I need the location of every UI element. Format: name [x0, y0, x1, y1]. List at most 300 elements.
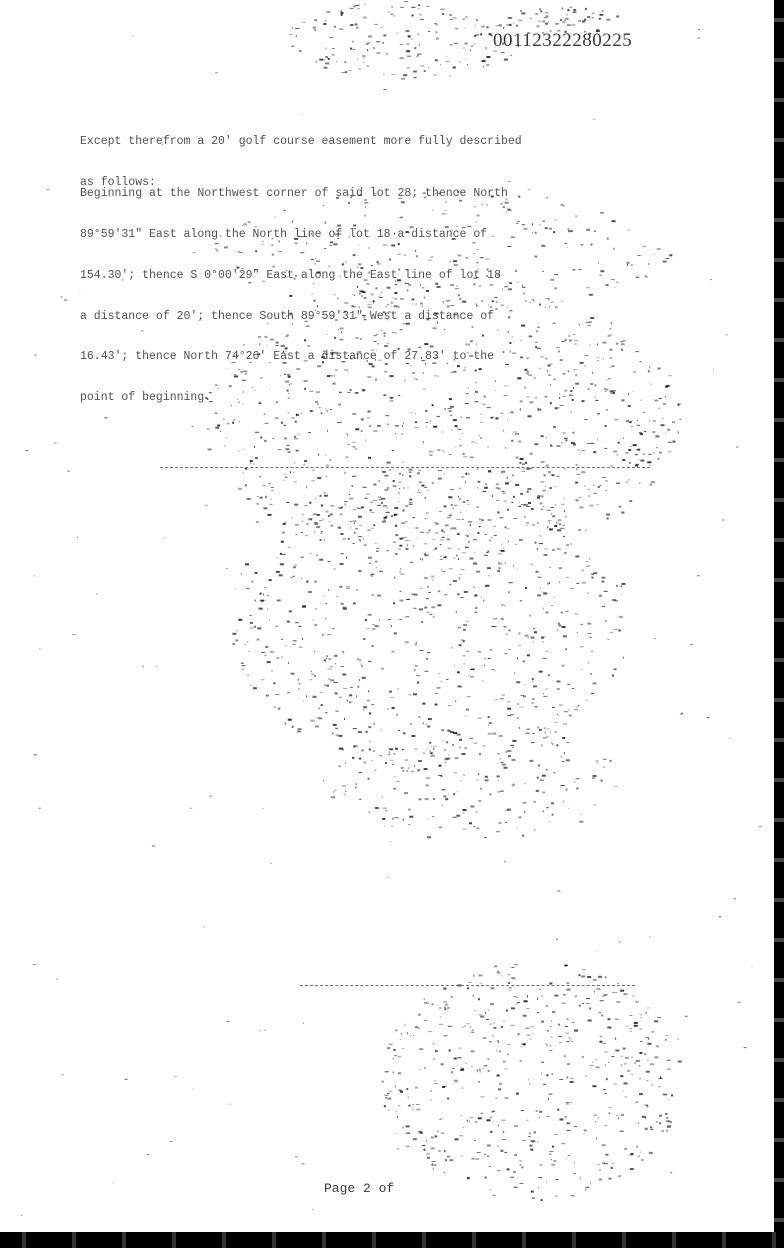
- speckle-dot: [408, 35, 411, 37]
- speckle-dot: [393, 1072, 394, 1074]
- speckle-dot: [520, 458, 524, 460]
- speckle-dot: [539, 989, 541, 990]
- speckle-dot: [526, 733, 530, 734]
- speckle-dot: [440, 559, 443, 560]
- speckle-dot: [444, 531, 445, 533]
- speckle-dot: [474, 552, 475, 554]
- speckle-dot: [382, 797, 383, 798]
- speckle-dot: [517, 569, 518, 570]
- speckle-dot: [347, 434, 348, 436]
- speckle-dot: [366, 731, 368, 733]
- speckle-dot: [609, 1178, 612, 1180]
- speckle-dot: [382, 818, 385, 820]
- speckle-dot: [263, 485, 266, 486]
- speckle-dot: [655, 435, 659, 437]
- speckle-dot: [416, 56, 419, 57]
- speckle-dot: [453, 793, 455, 795]
- speckle-dot: [479, 1014, 482, 1015]
- speckle-dot: [580, 646, 584, 647]
- speckle-dot: [399, 619, 401, 620]
- speckle-dot: [439, 827, 442, 828]
- speckle-dot: [537, 1142, 539, 1143]
- speckle-dot: [525, 462, 527, 464]
- speckle-dot: [369, 749, 371, 751]
- speckle-dot: [433, 539, 435, 540]
- speckle-dot: [269, 619, 270, 620]
- legal-line: Beginning at the Northwest corner of said lot 28; thence North: [80, 187, 508, 201]
- speckle-dot: [645, 1128, 648, 1130]
- speckle-dot: [287, 621, 290, 623]
- speckle-dot: [342, 674, 346, 676]
- speckle-dot: [263, 594, 264, 596]
- speckle-dot: [414, 765, 415, 767]
- speckle-dot: [442, 805, 443, 806]
- speckle-dot: [463, 809, 467, 811]
- speckle-dot: [485, 1176, 487, 1178]
- speckle-dot: [532, 698, 535, 700]
- speckle-dot: [271, 487, 274, 488]
- speckle-dot: [353, 49, 356, 50]
- speckle-dot: [461, 569, 465, 570]
- speckle-dot: [371, 528, 374, 529]
- speckle-dot: [488, 1010, 489, 1011]
- speckle-dot: [734, 898, 736, 899]
- speckle-dot: [204, 926, 205, 927]
- speckle-dot: [580, 814, 581, 815]
- speckle-dot: [550, 520, 551, 521]
- speckle-dot: [359, 679, 360, 681]
- speckle-dot: [345, 504, 346, 506]
- speckle-dot: [604, 591, 608, 592]
- speckle-dot: [697, 38, 700, 39]
- speckle-dot: [229, 1104, 230, 1105]
- speckle-dot: [21, 1215, 22, 1216]
- speckle-dot: [525, 684, 526, 685]
- speckle-dot: [247, 675, 249, 676]
- speckle-dot: [546, 1181, 547, 1183]
- speckle-dot: [350, 521, 353, 522]
- speckle-dot: [490, 1131, 492, 1133]
- speckle-dot: [542, 775, 546, 777]
- speckle-dot: [490, 1003, 494, 1005]
- speckle-dot: [618, 1117, 619, 1119]
- speckle-dot: [302, 1163, 305, 1164]
- speckle-dot: [215, 72, 218, 73]
- speckle-dot: [546, 1005, 548, 1006]
- speckle-dot: [369, 712, 371, 714]
- speckle-dot: [463, 829, 467, 830]
- speckle-dot: [471, 1032, 474, 1033]
- speckle-dot: [265, 646, 268, 648]
- speckle-dot: [606, 514, 610, 516]
- speckle-dot: [438, 590, 440, 592]
- speckle-dot: [513, 1171, 516, 1173]
- speckle-dot: [561, 785, 565, 786]
- speckle-dot: [462, 552, 466, 553]
- speckle-dot: [528, 637, 529, 638]
- speckle-dot: [439, 1024, 443, 1025]
- speckle-dot: [457, 791, 458, 792]
- speckle-dot: [356, 27, 358, 29]
- speckle-dot: [574, 613, 578, 614]
- speckle-dot: [496, 500, 499, 501]
- speckle-dot: [559, 581, 560, 583]
- speckle-dot: [224, 445, 225, 447]
- speckle-dot: [390, 697, 394, 698]
- speckle-dot: [531, 1140, 535, 1142]
- speckle-dot: [622, 459, 625, 461]
- speckle-dot: [399, 488, 400, 489]
- speckle-dot: [497, 1075, 500, 1077]
- speckle-dot: [341, 10, 342, 12]
- speckle-dot: [448, 754, 449, 755]
- speckle-dot: [626, 1026, 628, 1027]
- speckle-dot: [485, 585, 489, 587]
- speckle-dot: [498, 780, 499, 781]
- speckle-dot: [431, 576, 434, 578]
- speckle-dot: [468, 521, 472, 522]
- speckle-dot: [413, 1138, 417, 1140]
- speckle-dot: [485, 776, 488, 778]
- speckle-dot: [576, 499, 579, 501]
- speckle-dot: [519, 1161, 522, 1162]
- speckle-dot: [296, 35, 297, 37]
- speckle-dot: [529, 1145, 532, 1147]
- speckle-dot: [411, 38, 412, 39]
- speckle-dot: [571, 1078, 574, 1079]
- speckle-dot: [566, 1122, 570, 1124]
- speckle-dot: [394, 1049, 396, 1051]
- speckle-dot: [298, 626, 301, 627]
- speckle-dot: [566, 1158, 567, 1159]
- speckle-dot: [486, 1019, 489, 1020]
- speckle-dot: [445, 524, 449, 526]
- speckle-dot: [454, 1058, 457, 1060]
- speckle-dot: [440, 544, 442, 545]
- speckle-dot: [497, 1170, 501, 1171]
- speckle-dot: [615, 786, 617, 787]
- speckle-dot: [561, 442, 563, 443]
- speckle-dot: [311, 720, 315, 722]
- speckle-dot: [522, 835, 524, 837]
- speckle-dot: [453, 732, 457, 734]
- speckle-dot: [488, 733, 492, 735]
- speckle-dot: [384, 475, 388, 477]
- speckle-dot: [446, 679, 448, 680]
- speckle-dot: [487, 26, 489, 28]
- speckle-dot: [561, 612, 563, 614]
- speckle-dot: [499, 735, 503, 737]
- speckle-dot: [677, 1039, 679, 1040]
- speckle-dot: [403, 461, 404, 463]
- speckle-dot: [420, 19, 424, 20]
- speckle-dot: [174, 1076, 177, 1077]
- speckle-dot: [466, 473, 467, 474]
- speckle-dot: [317, 717, 318, 718]
- speckle-dot: [433, 746, 436, 747]
- speckle-dot: [434, 1083, 438, 1084]
- speckle-dot: [409, 816, 413, 818]
- legal-line: 89°59'31" East along the North line of lot 18 a distance of: [80, 227, 488, 241]
- speckle-dot: [358, 49, 359, 50]
- speckle-dot: [408, 809, 410, 811]
- speckle-dot: [460, 512, 462, 513]
- speckle-dot: [424, 70, 426, 72]
- speckle-dot: [390, 14, 393, 15]
- speckle-dot: [39, 649, 40, 650]
- speckle-dot: [571, 1195, 575, 1196]
- speckle-dot: [478, 532, 480, 534]
- speckle-dot: [500, 698, 504, 699]
- speckle-dot: [317, 554, 318, 556]
- speckle-dot: [518, 1033, 520, 1035]
- speckle-dot: [345, 457, 348, 458]
- speckle-dot: [255, 600, 256, 602]
- speckle-dot: [372, 624, 375, 625]
- speckle-dot: [424, 607, 427, 609]
- speckle-dot: [315, 29, 316, 31]
- speckle-dot: [353, 746, 355, 748]
- speckle-dot: [251, 581, 253, 583]
- speckle-dot: [624, 1082, 628, 1084]
- speckle-dot: [579, 974, 581, 976]
- speckle-dot: [640, 1028, 642, 1029]
- speckle-dot: [384, 825, 385, 826]
- speckle-dot: [426, 612, 430, 613]
- speckle-dot: [533, 733, 535, 734]
- speckle-dot: [488, 575, 490, 576]
- speckle-dot: [592, 778, 595, 779]
- speckle-dot: [536, 571, 539, 573]
- speckle-dot: [358, 658, 359, 660]
- speckle-dot: [599, 1169, 601, 1170]
- speckle-dot: [608, 1018, 611, 1020]
- speckle-dot: [345, 791, 346, 792]
- speckle-dot: [552, 814, 554, 816]
- speckle-dot: [327, 655, 328, 657]
- speckle-dot: [354, 522, 355, 524]
- speckle-dot: [419, 44, 420, 46]
- speckle-dot: [532, 1197, 535, 1199]
- speckle-dot: [630, 1031, 632, 1032]
- speckle-dot: [413, 1104, 414, 1105]
- speckle-dot: [430, 752, 433, 754]
- speckle-dot: [556, 522, 557, 524]
- speckle-dot: [328, 659, 331, 660]
- speckle-dot: [474, 43, 475, 45]
- speckle-dot: [548, 776, 549, 777]
- speckle-dot: [474, 587, 475, 588]
- speckle-dot: [550, 567, 551, 568]
- speckle-dot: [565, 19, 569, 20]
- speckle-dot: [501, 975, 502, 976]
- speckle-dot: [479, 435, 480, 437]
- speckle-dot: [280, 563, 284, 565]
- speckle-dot: [523, 660, 525, 662]
- speckle-dot: [497, 570, 500, 572]
- speckle-dot: [565, 516, 567, 517]
- speckle-dot: [663, 1094, 667, 1096]
- speckle-dot: [647, 1043, 651, 1045]
- speckle-dot: [501, 605, 503, 606]
- speckle-dot: [458, 558, 459, 560]
- speckle-dot: [540, 996, 543, 997]
- speckle-dot: [559, 523, 561, 525]
- speckle-dot: [588, 633, 592, 634]
- speckle-dot: [562, 21, 565, 23]
- speckle-dot: [557, 689, 560, 690]
- speckle-dot: [596, 761, 599, 762]
- speckle-dot: [467, 1023, 470, 1024]
- speckle-dot: [599, 1041, 602, 1043]
- speckle-dot: [672, 441, 675, 443]
- speckle-dot: [554, 525, 557, 527]
- speckle-dot: [629, 500, 632, 502]
- speckle-dot: [652, 1031, 655, 1032]
- speckle-dot: [469, 1120, 470, 1122]
- speckle-dot: [586, 530, 587, 531]
- speckle-dot: [454, 43, 458, 44]
- scan-edge-bottom: [0, 1232, 784, 1248]
- speckle-dot: [254, 446, 255, 448]
- speckle-dot: [623, 1091, 624, 1092]
- speckle-dot: [353, 728, 357, 729]
- speckle-dot: [365, 439, 366, 441]
- speckle-dot: [363, 487, 367, 488]
- speckle-dot: [284, 474, 285, 475]
- speckle-dot: [462, 476, 464, 477]
- speckle-dot: [621, 1064, 622, 1066]
- speckle-dot: [368, 690, 369, 692]
- speckle-dot: [454, 750, 455, 751]
- speckle-dot: [437, 24, 438, 26]
- speckle-dot: [534, 443, 538, 445]
- speckle-dot: [391, 625, 392, 627]
- speckle-dot: [400, 568, 401, 570]
- speckle-dot: [311, 674, 314, 675]
- speckle-dot: [647, 1060, 648, 1061]
- speckle-dot: [480, 33, 482, 35]
- speckle-dot: [591, 651, 593, 652]
- speckle-dot: [577, 474, 581, 475]
- legal-line: a distance of 20'; thence South 89°59'31" West a distance of: [80, 309, 495, 323]
- speckle-dot: [344, 61, 346, 63]
- speckle-dot: [349, 694, 352, 696]
- speckle-dot: [535, 542, 537, 544]
- speckle-dot: [459, 644, 462, 646]
- speckle-dot: [584, 486, 585, 487]
- speckle-dot: [531, 703, 534, 704]
- speckle-dot: [501, 618, 504, 620]
- speckle-dot: [367, 700, 370, 702]
- speckle-dot: [387, 487, 389, 489]
- speckle-dot: [586, 998, 590, 999]
- speckle-dot: [556, 939, 558, 940]
- speckle-dot: [349, 25, 350, 26]
- speckle-dot: [374, 24, 378, 25]
- speckle-dot: [548, 22, 549, 23]
- speckle-dot: [614, 668, 617, 670]
- speckle-dot: [585, 1189, 586, 1191]
- speckle-dot: [480, 1096, 484, 1097]
- speckle-dot: [404, 1024, 405, 1026]
- speckle-dot: [624, 994, 628, 995]
- speckle-dot: [557, 1109, 559, 1111]
- speckle-dot: [334, 655, 337, 657]
- speckle-dot: [566, 1041, 569, 1042]
- speckle-dot: [333, 724, 337, 726]
- speckle-dot: [292, 726, 294, 728]
- speckle-dot: [304, 464, 305, 465]
- speckle-dot: [549, 520, 550, 522]
- speckle-dot: [486, 64, 489, 66]
- speckle-dot: [499, 517, 503, 518]
- speckle-dot: [336, 602, 337, 603]
- beginning-paragraph: [80, 160, 700, 432]
- speckle-dot: [576, 706, 579, 707]
- speckle-dot: [459, 488, 461, 489]
- speckle-dot: [299, 50, 302, 52]
- speckle-dot: [485, 1012, 486, 1014]
- speckle-dot: [408, 767, 409, 769]
- faint-rule-line: [160, 467, 650, 469]
- speckle-dot: [503, 1061, 506, 1063]
- speckle-dot: [542, 21, 545, 23]
- speckle-dot: [578, 20, 581, 21]
- speckle-dot: [586, 700, 587, 701]
- speckle-dot: [618, 442, 620, 444]
- speckle-dot: [395, 433, 396, 434]
- speckle-dot: [460, 597, 463, 598]
- speckle-dot: [651, 481, 655, 483]
- speckle-dot: [427, 652, 430, 653]
- speckle-dot: [540, 588, 541, 589]
- speckle-dot: [610, 632, 612, 633]
- speckle-dot: [478, 718, 482, 719]
- speckle-dot: [284, 522, 286, 523]
- speckle-dot: [667, 1060, 671, 1061]
- speckle-dot: [321, 505, 323, 507]
- speckle-dot: [384, 89, 387, 90]
- speckle-dot: [421, 621, 423, 623]
- speckle-dot: [34, 754, 37, 755]
- speckle-dot: [282, 554, 286, 555]
- speckle-dot: [261, 601, 264, 602]
- speckle-dot: [488, 519, 492, 521]
- speckle-dot: [504, 767, 508, 769]
- speckle-dot: [371, 512, 375, 513]
- legal-line: 16.43'; thence North 74°26' East a distance of 27.83' to the: [80, 350, 495, 364]
- speckle-dot: [573, 444, 576, 446]
- speckle-dot: [473, 975, 474, 977]
- speckle-dot: [668, 1100, 669, 1101]
- speckle-dot: [440, 64, 441, 65]
- speckle-dot: [584, 1130, 586, 1131]
- speckle-dot: [431, 606, 435, 608]
- speckle-dot: [388, 1110, 389, 1111]
- speckle-dot: [424, 1002, 427, 1003]
- speckle-dot: [589, 495, 590, 497]
- speckle-dot: [366, 494, 370, 495]
- speckle-dot: [467, 535, 469, 537]
- speckle-dot: [426, 724, 427, 726]
- speckle-dot: [458, 686, 462, 688]
- speckle-dot: [341, 603, 344, 605]
- speckle-dot: [264, 655, 266, 656]
- speckle-dot: [394, 632, 397, 634]
- speckle-dot: [133, 36, 134, 37]
- speckle-dot: [547, 728, 550, 729]
